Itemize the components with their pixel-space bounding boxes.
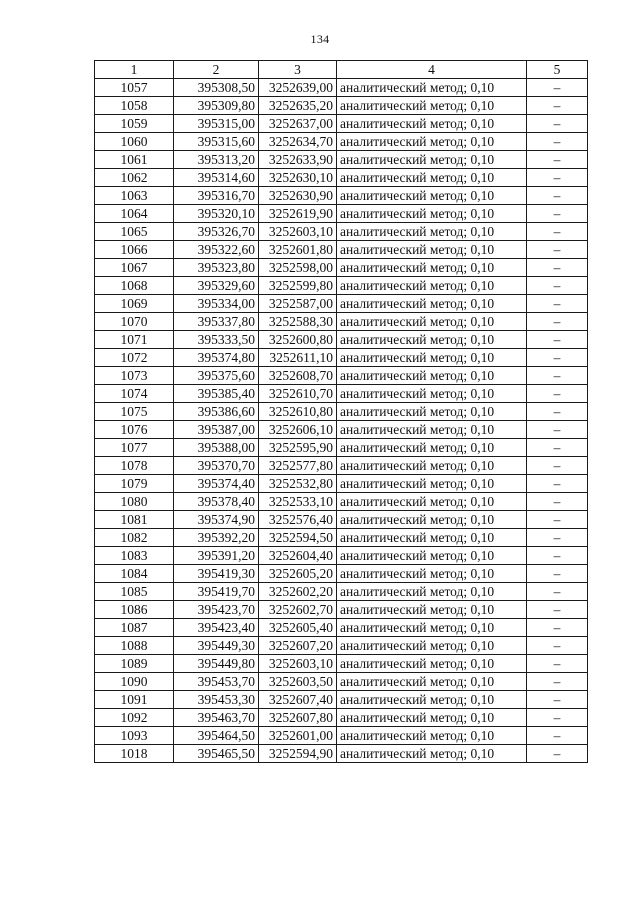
table-row (95, 475, 588, 493)
method-cell: аналитический метод; 0,10 (337, 439, 527, 457)
y-coordinate-cell: 3252576,40 (259, 511, 337, 529)
method-cell: аналитический метод; 0,10 (337, 691, 527, 709)
y-coordinate-cell: 3252633,90 (259, 151, 337, 169)
table-row (95, 277, 588, 295)
description-cell: – (527, 259, 588, 277)
x-coordinate-cell: 395375,60 (174, 367, 259, 385)
y-coordinate-cell: 3252607,40 (259, 691, 337, 709)
point-number-cell: 1061 (95, 151, 174, 169)
x-coordinate-cell: 395315,60 (174, 133, 259, 151)
table-row (95, 385, 588, 403)
description-cell: – (527, 439, 588, 457)
method-cell: аналитический метод; 0,10 (337, 547, 527, 565)
y-coordinate-cell: 3252587,00 (259, 295, 337, 313)
method-cell: аналитический метод; 0,10 (337, 457, 527, 475)
x-coordinate-cell: 395388,00 (174, 439, 259, 457)
point-number-cell: 1060 (95, 133, 174, 151)
description-cell: – (527, 547, 588, 565)
point-number-cell: 1071 (95, 331, 174, 349)
y-coordinate-cell: 3252601,00 (259, 727, 337, 745)
description-cell: – (527, 97, 588, 115)
table-row (95, 169, 588, 187)
x-coordinate-cell: 395333,50 (174, 331, 259, 349)
method-cell: аналитический метод; 0,10 (337, 187, 527, 205)
x-coordinate-cell: 395308,50 (174, 79, 259, 97)
table-row (95, 223, 588, 241)
method-cell: аналитический метод; 0,10 (337, 493, 527, 511)
y-coordinate-cell: 3252602,20 (259, 583, 337, 601)
x-coordinate-cell: 395322,60 (174, 241, 259, 259)
point-number-cell: 1063 (95, 187, 174, 205)
table-row (95, 709, 588, 727)
point-number-cell: 1073 (95, 367, 174, 385)
table-row (95, 259, 588, 277)
point-number-cell: 1058 (95, 97, 174, 115)
page-number: 134 (310, 32, 330, 46)
method-cell: аналитический метод; 0,10 (337, 115, 527, 133)
table-row (95, 493, 588, 511)
table-row (95, 205, 588, 223)
x-coordinate-cell: 395374,80 (174, 349, 259, 367)
description-cell: – (527, 151, 588, 169)
point-number-cell: 1070 (95, 313, 174, 331)
x-coordinate-cell: 395334,00 (174, 295, 259, 313)
description-cell: – (527, 673, 588, 691)
x-coordinate-cell: 395316,70 (174, 187, 259, 205)
column-header-point-number: 1 (95, 61, 174, 79)
method-cell: аналитический метод; 0,10 (337, 619, 527, 637)
method-cell: аналитический метод; 0,10 (337, 403, 527, 421)
table-row (95, 619, 588, 637)
method-cell: аналитический метод; 0,10 (337, 205, 527, 223)
table-row (95, 457, 588, 475)
method-cell: аналитический метод; 0,10 (337, 583, 527, 601)
x-coordinate-cell: 395385,40 (174, 385, 259, 403)
x-coordinate-cell: 395374,90 (174, 511, 259, 529)
x-coordinate-cell: 395391,20 (174, 547, 259, 565)
description-cell: – (527, 241, 588, 259)
y-coordinate-cell: 3252600,80 (259, 331, 337, 349)
description-cell: – (527, 313, 588, 331)
point-number-cell: 1018 (95, 745, 174, 763)
x-coordinate-cell: 395449,80 (174, 655, 259, 673)
method-cell: аналитический метод; 0,10 (337, 637, 527, 655)
method-cell: аналитический метод; 0,10 (337, 169, 527, 187)
table-row (95, 241, 588, 259)
y-coordinate-cell: 3252532,80 (259, 475, 337, 493)
y-coordinate-cell: 3252594,50 (259, 529, 337, 547)
description-cell: – (527, 475, 588, 493)
point-number-cell: 1076 (95, 421, 174, 439)
point-number-cell: 1081 (95, 511, 174, 529)
method-cell: аналитический метод; 0,10 (337, 709, 527, 727)
description-cell: – (527, 115, 588, 133)
point-number-cell: 1080 (95, 493, 174, 511)
point-number-cell: 1062 (95, 169, 174, 187)
table-row (95, 691, 588, 709)
y-coordinate-cell: 3252639,00 (259, 79, 337, 97)
method-cell: аналитический метод; 0,10 (337, 529, 527, 547)
description-cell: – (527, 565, 588, 583)
description-cell: – (527, 691, 588, 709)
point-number-cell: 1084 (95, 565, 174, 583)
y-coordinate-cell: 3252603,10 (259, 655, 337, 673)
y-coordinate-cell: 3252588,30 (259, 313, 337, 331)
description-cell: – (527, 277, 588, 295)
y-coordinate-cell: 3252635,20 (259, 97, 337, 115)
point-number-cell: 1090 (95, 673, 174, 691)
description-cell: – (527, 583, 588, 601)
description-cell: – (527, 709, 588, 727)
point-number-cell: 1068 (95, 277, 174, 295)
method-cell: аналитический метод; 0,10 (337, 421, 527, 439)
x-coordinate-cell: 395464,50 (174, 727, 259, 745)
table-row (95, 745, 588, 763)
y-coordinate-cell: 3252602,70 (259, 601, 337, 619)
y-coordinate-cell: 3252630,10 (259, 169, 337, 187)
description-cell: – (527, 205, 588, 223)
description-cell: – (527, 295, 588, 313)
description-cell: – (527, 79, 588, 97)
y-coordinate-cell: 3252604,40 (259, 547, 337, 565)
method-cell: аналитический метод; 0,10 (337, 367, 527, 385)
table-row (95, 511, 588, 529)
point-number-cell: 1086 (95, 601, 174, 619)
x-coordinate-cell: 395370,70 (174, 457, 259, 475)
table-row (95, 133, 588, 151)
description-cell: – (527, 457, 588, 475)
description-cell: – (527, 529, 588, 547)
x-coordinate-cell: 395320,10 (174, 205, 259, 223)
method-cell: аналитический метод; 0,10 (337, 385, 527, 403)
x-coordinate-cell: 395374,40 (174, 475, 259, 493)
y-coordinate-cell: 3252611,10 (259, 349, 337, 367)
y-coordinate-cell: 3252605,40 (259, 619, 337, 637)
method-cell: аналитический метод; 0,10 (337, 241, 527, 259)
column-header-method: 4 (337, 61, 527, 79)
x-coordinate-cell: 395419,30 (174, 565, 259, 583)
y-coordinate-cell: 3252599,80 (259, 277, 337, 295)
y-coordinate-cell: 3252607,80 (259, 709, 337, 727)
table-row (95, 565, 588, 583)
description-cell: – (527, 727, 588, 745)
point-number-cell: 1092 (95, 709, 174, 727)
y-coordinate-cell: 3252594,90 (259, 745, 337, 763)
x-coordinate-cell: 395453,30 (174, 691, 259, 709)
x-coordinate-cell: 395329,60 (174, 277, 259, 295)
x-coordinate-cell: 395465,50 (174, 745, 259, 763)
table-header-row (95, 61, 588, 79)
table-row (95, 439, 588, 457)
method-cell: аналитический метод; 0,10 (337, 475, 527, 493)
x-coordinate-cell: 395314,60 (174, 169, 259, 187)
table-row (95, 295, 588, 313)
y-coordinate-cell: 3252610,80 (259, 403, 337, 421)
table-row (95, 187, 588, 205)
description-cell: – (527, 619, 588, 637)
description-cell: – (527, 223, 588, 241)
point-number-cell: 1057 (95, 79, 174, 97)
table-row (95, 601, 588, 619)
point-number-cell: 1074 (95, 385, 174, 403)
description-cell: – (527, 367, 588, 385)
description-cell: – (527, 187, 588, 205)
y-coordinate-cell: 3252603,10 (259, 223, 337, 241)
y-coordinate-cell: 3252630,90 (259, 187, 337, 205)
table-row (95, 403, 588, 421)
point-number-cell: 1069 (95, 295, 174, 313)
point-number-cell: 1082 (95, 529, 174, 547)
description-cell: – (527, 349, 588, 367)
x-coordinate-cell: 395326,70 (174, 223, 259, 241)
method-cell: аналитический метод; 0,10 (337, 511, 527, 529)
x-coordinate-cell: 395387,00 (174, 421, 259, 439)
column-header-description: 5 (527, 61, 588, 79)
table-row (95, 673, 588, 691)
x-coordinate-cell: 395337,80 (174, 313, 259, 331)
y-coordinate-cell: 3252610,70 (259, 385, 337, 403)
x-coordinate-cell: 395309,80 (174, 97, 259, 115)
description-cell: – (527, 601, 588, 619)
y-coordinate-cell: 3252619,90 (259, 205, 337, 223)
description-cell: – (527, 745, 588, 763)
table-row (95, 367, 588, 385)
table-row (95, 583, 588, 601)
method-cell: аналитический метод; 0,10 (337, 745, 527, 763)
method-cell: аналитический метод; 0,10 (337, 259, 527, 277)
x-coordinate-cell: 395323,80 (174, 259, 259, 277)
description-cell: – (527, 331, 588, 349)
x-coordinate-cell: 395392,20 (174, 529, 259, 547)
method-cell: аналитический метод; 0,10 (337, 601, 527, 619)
point-number-cell: 1091 (95, 691, 174, 709)
method-cell: аналитический метод; 0,10 (337, 97, 527, 115)
description-cell: – (527, 421, 588, 439)
point-number-cell: 1083 (95, 547, 174, 565)
method-cell: аналитический метод; 0,10 (337, 331, 527, 349)
x-coordinate-cell: 395463,70 (174, 709, 259, 727)
point-number-cell: 1088 (95, 637, 174, 655)
method-cell: аналитический метод; 0,10 (337, 565, 527, 583)
point-number-cell: 1087 (95, 619, 174, 637)
x-coordinate-cell: 395453,70 (174, 673, 259, 691)
point-number-cell: 1059 (95, 115, 174, 133)
description-cell: – (527, 493, 588, 511)
method-cell: аналитический метод; 0,10 (337, 223, 527, 241)
y-coordinate-cell: 3252533,10 (259, 493, 337, 511)
y-coordinate-cell: 3252601,80 (259, 241, 337, 259)
table-row (95, 529, 588, 547)
description-cell: – (527, 637, 588, 655)
method-cell: аналитический метод; 0,10 (337, 151, 527, 169)
description-cell: – (527, 385, 588, 403)
table-row (95, 331, 588, 349)
y-coordinate-cell: 3252607,20 (259, 637, 337, 655)
method-cell: аналитический метод; 0,10 (337, 295, 527, 313)
method-cell: аналитический метод; 0,10 (337, 727, 527, 745)
point-number-cell: 1079 (95, 475, 174, 493)
point-number-cell: 1077 (95, 439, 174, 457)
method-cell: аналитический метод; 0,10 (337, 655, 527, 673)
method-cell: аналитический метод; 0,10 (337, 313, 527, 331)
method-cell: аналитический метод; 0,10 (337, 79, 527, 97)
description-cell: – (527, 133, 588, 151)
point-number-cell: 1064 (95, 205, 174, 223)
point-number-cell: 1085 (95, 583, 174, 601)
column-header-y: 3 (259, 61, 337, 79)
y-coordinate-cell: 3252595,90 (259, 439, 337, 457)
y-coordinate-cell: 3252603,50 (259, 673, 337, 691)
y-coordinate-cell: 3252637,00 (259, 115, 337, 133)
y-coordinate-cell: 3252634,70 (259, 133, 337, 151)
description-cell: – (527, 169, 588, 187)
x-coordinate-cell: 395313,20 (174, 151, 259, 169)
method-cell: аналитический метод; 0,10 (337, 133, 527, 151)
x-coordinate-cell: 395386,60 (174, 403, 259, 421)
description-cell: – (527, 655, 588, 673)
description-cell: – (527, 403, 588, 421)
table-row (95, 637, 588, 655)
table-row (95, 313, 588, 331)
point-number-cell: 1089 (95, 655, 174, 673)
table-row (95, 727, 588, 745)
x-coordinate-cell: 395419,70 (174, 583, 259, 601)
method-cell: аналитический метод; 0,10 (337, 277, 527, 295)
y-coordinate-cell: 3252577,80 (259, 457, 337, 475)
x-coordinate-cell: 395315,00 (174, 115, 259, 133)
point-number-cell: 1078 (95, 457, 174, 475)
coordinates-table (94, 60, 588, 763)
point-number-cell: 1065 (95, 223, 174, 241)
method-cell: аналитический метод; 0,10 (337, 673, 527, 691)
table-row (95, 421, 588, 439)
x-coordinate-cell: 395378,40 (174, 493, 259, 511)
point-number-cell: 1066 (95, 241, 174, 259)
table-row (95, 151, 588, 169)
y-coordinate-cell: 3252608,70 (259, 367, 337, 385)
point-number-cell: 1072 (95, 349, 174, 367)
table-row (95, 97, 588, 115)
table-row (95, 79, 588, 97)
coordinates-table-body (95, 61, 588, 763)
description-cell: – (527, 511, 588, 529)
x-coordinate-cell: 395423,70 (174, 601, 259, 619)
y-coordinate-cell: 3252606,10 (259, 421, 337, 439)
table-row (95, 115, 588, 133)
y-coordinate-cell: 3252598,00 (259, 259, 337, 277)
point-number-cell: 1067 (95, 259, 174, 277)
table-row (95, 349, 588, 367)
x-coordinate-cell: 395449,30 (174, 637, 259, 655)
x-coordinate-cell: 395423,40 (174, 619, 259, 637)
point-number-cell: 1093 (95, 727, 174, 745)
table-row (95, 547, 588, 565)
method-cell: аналитический метод; 0,10 (337, 349, 527, 367)
y-coordinate-cell: 3252605,20 (259, 565, 337, 583)
point-number-cell: 1075 (95, 403, 174, 421)
table-row (95, 655, 588, 673)
column-header-x: 2 (174, 61, 259, 79)
